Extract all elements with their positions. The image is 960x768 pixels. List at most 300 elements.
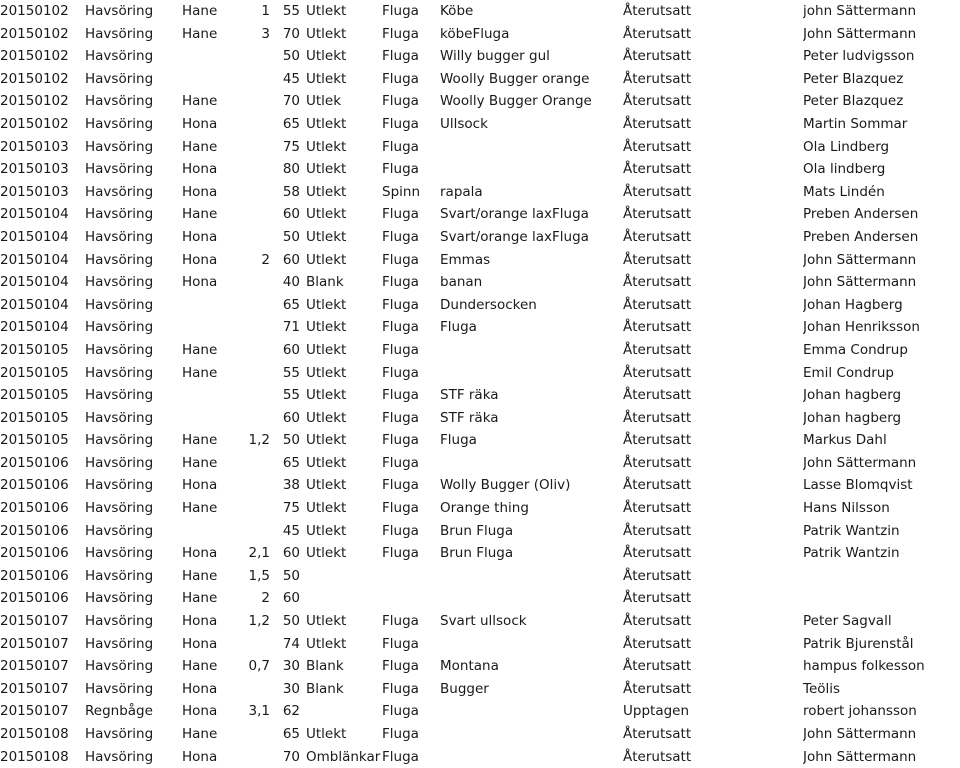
status-cell: Återutsatt — [623, 635, 692, 652]
angler-cell: Teölis — [803, 680, 841, 697]
length-cell: 74 — [282, 635, 300, 652]
weight-cell — [238, 158, 274, 181]
sex-cell: Hane — [182, 25, 218, 42]
lure-cell: Wolly Bugger (Oliv) — [440, 477, 571, 494]
method-cell: Utlekt — [306, 432, 347, 449]
method-cell: Utlek — [306, 93, 342, 110]
status-cell: Återutsatt — [623, 25, 692, 42]
species-cell: Havsöring — [85, 183, 154, 200]
status-cell: Återutsatt — [623, 364, 692, 381]
gear-cell: Fluga — [382, 454, 419, 471]
method-cell: Utlekt — [306, 48, 347, 65]
species-cell: Havsöring — [85, 25, 154, 42]
sex-cell: Hane — [182, 138, 218, 155]
table-row — [0, 0, 960, 23]
weight-cell — [238, 723, 274, 746]
species-cell: Havsöring — [85, 748, 154, 765]
weight-cell — [238, 678, 274, 701]
gear-cell: Fluga — [382, 341, 419, 358]
method-cell: Utlekt — [306, 251, 347, 268]
length-cell: 50 — [282, 613, 300, 630]
species-cell: Havsöring — [85, 658, 154, 675]
date-cell: 20150104 — [0, 319, 69, 336]
lure-cell — [440, 136, 623, 159]
lure-cell — [440, 587, 623, 610]
weight-cell — [238, 90, 274, 113]
angler-cell: Peter Blazquez — [803, 93, 904, 110]
length-cell: 30 — [282, 658, 300, 675]
length-cell: 65 — [282, 726, 300, 742]
method-cell: Utlekt — [306, 25, 347, 42]
angler-cell: Peter ludvigsson — [803, 48, 915, 65]
method-cell: Utlekt — [306, 70, 347, 87]
length-cell: 70 — [282, 25, 300, 42]
sex-cell: Hane — [182, 341, 218, 358]
table-row — [0, 474, 960, 497]
angler-cell: Peter Sagvall — [803, 613, 892, 630]
lure-cell: Fluga — [440, 432, 477, 449]
status-cell: Återutsatt — [623, 748, 692, 765]
status-cell: Återutsatt — [623, 500, 692, 517]
method-cell: Utlekt — [306, 138, 347, 155]
method-cell: Utlekt — [306, 454, 347, 471]
sex-cell — [182, 384, 238, 407]
date-cell: 20150106 — [0, 590, 69, 607]
angler-cell: hampus folkesson — [803, 658, 925, 675]
angler-cell: Patrik Wantzin — [803, 545, 900, 562]
angler-cell: Emma Condrup — [803, 341, 908, 358]
sex-cell: Hona — [182, 545, 218, 562]
status-cell: Återutsatt — [623, 545, 692, 562]
gear-cell: Fluga — [382, 545, 419, 562]
lure-cell: Fluga — [440, 319, 477, 336]
gear-cell: Fluga — [382, 70, 419, 87]
sex-cell — [182, 520, 238, 543]
sex-cell — [182, 316, 238, 339]
status-cell: Återutsatt — [623, 726, 692, 742]
length-cell: 60 — [282, 545, 300, 562]
weight-cell: 1,5 — [248, 567, 270, 584]
gear-cell: Fluga — [382, 726, 419, 742]
angler-cell: John Sättermann — [803, 748, 917, 765]
gear-cell: Fluga — [382, 93, 419, 110]
table-row — [0, 249, 960, 272]
status-cell: Återutsatt — [623, 409, 692, 426]
date-cell: 20150103 — [0, 138, 69, 155]
species-cell: Havsöring — [85, 635, 154, 652]
sex-cell: Hane — [182, 500, 218, 517]
date-cell: 20150107 — [0, 703, 69, 720]
status-cell: Återutsatt — [623, 183, 692, 200]
lure-cell — [440, 362, 623, 385]
date-cell: 20150102 — [0, 25, 69, 42]
angler-cell — [803, 587, 960, 610]
angler-cell: Ola lindberg — [803, 161, 886, 178]
table-row — [0, 158, 960, 181]
date-cell: 20150104 — [0, 228, 69, 245]
length-cell: 65 — [282, 115, 300, 132]
sex-cell: Hona — [182, 635, 218, 652]
weight-cell — [238, 520, 274, 543]
angler-cell: Johan hagberg — [803, 409, 902, 426]
weight-cell — [238, 271, 274, 294]
date-cell: 20150102 — [0, 3, 69, 19]
species-cell: Havsöring — [85, 409, 154, 426]
gear-cell: Fluga — [382, 477, 419, 494]
date-cell: 20150106 — [0, 500, 69, 517]
status-cell: Återutsatt — [623, 477, 692, 494]
sex-cell: Hane — [182, 93, 218, 110]
angler-cell: Lasse Blomqvist — [803, 477, 913, 494]
sex-cell: Hona — [182, 703, 218, 720]
lure-cell: Bugger — [440, 680, 489, 697]
method-cell: Utlekt — [306, 500, 347, 517]
weight-cell — [238, 294, 274, 317]
sex-cell: Hane — [182, 3, 218, 19]
gear-cell: Fluga — [382, 680, 419, 697]
table-row — [0, 68, 960, 91]
lure-cell: Brun Fluga — [440, 522, 514, 539]
weight-cell — [238, 339, 274, 362]
lure-cell — [440, 565, 623, 588]
weight-cell — [238, 362, 274, 385]
length-cell: 71 — [282, 319, 300, 336]
length-cell: 55 — [282, 3, 300, 19]
date-cell: 20150107 — [0, 635, 69, 652]
date-cell: 20150106 — [0, 454, 69, 471]
length-cell: 40 — [282, 274, 300, 291]
length-cell: 50 — [282, 48, 300, 65]
status-cell: Upptagen — [623, 703, 690, 720]
date-cell: 20150107 — [0, 680, 69, 697]
method-cell — [304, 700, 382, 723]
weight-cell — [238, 452, 274, 475]
angler-cell: Patrik Wantzin — [803, 522, 900, 539]
species-cell: Havsöring — [85, 48, 154, 65]
lure-cell: STF räka — [440, 409, 499, 426]
species-cell: Havsöring — [85, 613, 154, 630]
weight-cell — [238, 497, 274, 520]
sex-cell — [182, 68, 238, 91]
table-row — [0, 587, 960, 610]
date-cell: 20150103 — [0, 161, 69, 178]
gear-cell: Fluga — [382, 635, 419, 652]
status-cell: Återutsatt — [623, 522, 692, 539]
gear-cell: Fluga — [382, 522, 419, 539]
length-cell: 70 — [282, 93, 300, 110]
species-cell: Havsöring — [85, 206, 154, 223]
method-cell: Omblänkar — [306, 748, 381, 765]
status-cell: Återutsatt — [623, 658, 692, 675]
weight-cell: 2,1 — [248, 545, 270, 562]
method-cell: Utlekt — [306, 319, 347, 336]
table-row — [0, 700, 960, 723]
gear-cell: Fluga — [382, 613, 419, 630]
date-cell: 20150104 — [0, 206, 69, 223]
lure-cell — [440, 723, 623, 746]
weight-cell: 3 — [261, 25, 270, 42]
gear-cell: Fluga — [382, 703, 419, 720]
method-cell: Utlekt — [306, 477, 347, 494]
sex-cell — [182, 45, 238, 68]
sex-cell: Hane — [182, 364, 218, 381]
species-cell: Regnbåge — [85, 703, 153, 720]
gear-cell: Fluga — [382, 500, 419, 517]
status-cell: Återutsatt — [623, 319, 692, 336]
angler-cell: Mats Lindén — [803, 183, 885, 200]
table-row — [0, 136, 960, 159]
length-cell: 62 — [282, 703, 300, 720]
angler-cell: John Sättermann — [803, 25, 917, 42]
gear-cell: Fluga — [382, 251, 419, 268]
sex-cell: Hona — [182, 748, 218, 765]
sex-cell — [182, 294, 238, 317]
sex-cell: Hona — [182, 183, 218, 200]
species-cell: Havsöring — [85, 387, 154, 404]
lure-cell — [440, 746, 623, 768]
sex-cell: Hona — [182, 251, 218, 268]
status-cell: Återutsatt — [623, 590, 692, 607]
table-row — [0, 723, 960, 746]
angler-cell: Martin Sommar — [803, 115, 908, 132]
date-cell: 20150104 — [0, 251, 69, 268]
method-cell — [304, 565, 382, 588]
length-cell: 70 — [282, 748, 300, 765]
weight-cell — [238, 203, 274, 226]
lure-cell: köbeFluga — [440, 25, 510, 42]
weight-cell — [238, 384, 274, 407]
sex-cell: Hona — [182, 115, 218, 132]
gear-cell: Fluga — [382, 206, 419, 223]
sex-cell: Hane — [182, 206, 218, 223]
table-row — [0, 384, 960, 407]
sex-cell: Hane — [182, 590, 218, 607]
lure-cell — [440, 633, 623, 656]
method-cell: Utlekt — [306, 341, 347, 358]
status-cell: Återutsatt — [623, 206, 692, 223]
weight-cell — [238, 474, 274, 497]
lure-cell — [440, 339, 623, 362]
table-row — [0, 362, 960, 385]
length-cell: 60 — [282, 251, 300, 268]
lure-cell: Dundersocken — [440, 296, 537, 313]
table-row — [0, 520, 960, 543]
table-row — [0, 542, 960, 565]
angler-cell: Johan Hagberg — [803, 296, 903, 313]
species-cell: Havsöring — [85, 522, 154, 539]
lure-cell — [440, 158, 623, 181]
method-cell: Utlekt — [306, 613, 347, 630]
species-cell: Havsöring — [85, 454, 154, 471]
length-cell: 75 — [282, 500, 300, 517]
status-cell: Återutsatt — [623, 70, 692, 87]
angler-cell: John Sättermann — [803, 274, 917, 291]
angler-cell: robert johansson — [803, 703, 917, 720]
length-cell: 55 — [282, 364, 300, 381]
length-cell: 45 — [282, 70, 300, 87]
length-cell: 50 — [282, 432, 300, 449]
method-cell: Utlekt — [306, 364, 347, 381]
weight-cell — [238, 746, 274, 768]
angler-cell: Ola Lindberg — [803, 138, 890, 155]
sex-cell: Hane — [182, 658, 218, 675]
species-cell: Havsöring — [85, 726, 154, 742]
weight-cell: 3,1 — [248, 703, 270, 720]
angler-cell: Preben Andersen — [803, 206, 919, 223]
table-row — [0, 565, 960, 588]
status-cell: Återutsatt — [623, 115, 692, 132]
angler-cell: Johan hagberg — [803, 387, 902, 404]
angler-cell: John Sättermann — [803, 726, 917, 742]
gear-cell: Fluga — [382, 161, 419, 178]
gear-cell: Fluga — [382, 274, 419, 291]
sex-cell: Hona — [182, 228, 218, 245]
table-row — [0, 271, 960, 294]
gear-cell: Fluga — [382, 364, 419, 381]
length-cell: 60 — [282, 590, 300, 607]
length-cell: 38 — [282, 477, 300, 494]
date-cell: 20150103 — [0, 183, 69, 200]
species-cell: Havsöring — [85, 70, 154, 87]
method-cell: Blank — [306, 680, 344, 697]
angler-cell: John Sättermann — [803, 251, 917, 268]
status-cell: Återutsatt — [623, 93, 692, 110]
status-cell: Återutsatt — [623, 680, 692, 697]
angler-cell: Peter Blazquez — [803, 70, 904, 87]
species-cell: Havsöring — [85, 364, 154, 381]
status-cell: Återutsatt — [623, 387, 692, 404]
angler-cell: Johan Henriksson — [803, 319, 920, 336]
angler-cell: Hans Nilsson — [803, 500, 890, 517]
length-cell: 30 — [282, 680, 300, 697]
weight-cell: 1,2 — [248, 613, 270, 630]
gear-cell: Fluga — [382, 25, 419, 42]
sex-cell: Hona — [182, 680, 218, 697]
method-cell: Utlekt — [306, 545, 347, 562]
status-cell: Återutsatt — [623, 454, 692, 471]
angler-cell: john Sättermann — [803, 3, 916, 19]
species-cell: Havsöring — [85, 251, 154, 268]
weight-cell — [238, 226, 274, 249]
table-row — [0, 316, 960, 339]
weight-cell: 2 — [261, 251, 270, 268]
table-row — [0, 610, 960, 633]
length-cell: 58 — [282, 183, 300, 200]
table-row — [0, 497, 960, 520]
weight-cell — [238, 68, 274, 91]
table-row — [0, 407, 960, 430]
sex-cell: Hane — [182, 726, 218, 742]
date-cell: 20150105 — [0, 432, 69, 449]
gear-cell: Fluga — [382, 748, 419, 765]
status-cell: Återutsatt — [623, 274, 692, 291]
angler-cell: Emil Condrup — [803, 364, 894, 381]
gear-cell: Fluga — [382, 319, 419, 336]
species-cell: Havsöring — [85, 680, 154, 697]
date-cell: 20150106 — [0, 522, 69, 539]
table-row — [0, 633, 960, 656]
table-row — [0, 678, 960, 701]
status-cell: Återutsatt — [623, 567, 692, 584]
species-cell: Havsöring — [85, 228, 154, 245]
gear-cell: Fluga — [382, 432, 419, 449]
method-cell: Utlekt — [306, 206, 347, 223]
species-cell: Havsöring — [85, 341, 154, 358]
weight-cell: 0,7 — [248, 658, 270, 675]
gear-cell: Fluga — [382, 296, 419, 313]
method-cell: Blank — [306, 658, 344, 675]
species-cell: Havsöring — [85, 477, 154, 494]
weight-cell — [238, 407, 274, 430]
method-cell: Utlekt — [306, 296, 347, 313]
table-row — [0, 429, 960, 452]
species-cell: Havsöring — [85, 319, 154, 336]
species-cell: Havsöring — [85, 3, 154, 19]
species-cell: Havsöring — [85, 274, 154, 291]
gear-cell: Fluga — [382, 138, 419, 155]
status-cell: Återutsatt — [623, 296, 692, 313]
table-row — [0, 90, 960, 113]
method-cell: Utlekt — [306, 522, 347, 539]
species-cell: Havsöring — [85, 500, 154, 517]
lure-cell: Montana — [440, 658, 499, 675]
weight-cell: 1 — [261, 3, 270, 19]
method-cell: Utlekt — [306, 726, 347, 742]
gear-cell: Fluga — [382, 228, 419, 245]
weight-cell — [238, 113, 274, 136]
angler-cell: Patrik Bjurenstål — [803, 635, 914, 652]
date-cell: 20150104 — [0, 296, 69, 313]
gear-cell: Fluga — [382, 658, 419, 675]
date-cell: 20150106 — [0, 477, 69, 494]
angler-cell — [803, 565, 960, 588]
table-row — [0, 113, 960, 136]
lure-cell: banan — [440, 274, 483, 291]
method-cell: Utlekt — [306, 183, 347, 200]
angler-cell: Preben Andersen — [803, 228, 919, 245]
length-cell: 65 — [282, 296, 300, 313]
method-cell: Utlekt — [306, 228, 347, 245]
species-cell: Havsöring — [85, 296, 154, 313]
species-cell: Havsöring — [85, 567, 154, 584]
lure-cell: Svart ullsock — [440, 613, 527, 630]
table-row — [0, 203, 960, 226]
lure-cell: Köbe — [440, 3, 474, 19]
sex-cell: Hona — [182, 161, 218, 178]
length-cell: 60 — [282, 409, 300, 426]
date-cell: 20150105 — [0, 341, 69, 358]
method-cell: Utlekt — [306, 3, 347, 19]
weight-cell — [238, 45, 274, 68]
status-cell: Återutsatt — [623, 161, 692, 178]
length-cell: 50 — [282, 228, 300, 245]
lure-cell: rapala — [440, 183, 483, 200]
length-cell: 80 — [282, 161, 300, 178]
table-row — [0, 45, 960, 68]
angler-cell: John Sättermann — [803, 454, 917, 471]
status-cell: Återutsatt — [623, 613, 692, 630]
length-cell: 75 — [282, 138, 300, 155]
weight-cell — [238, 633, 274, 656]
date-cell: 20150104 — [0, 274, 69, 291]
method-cell — [304, 587, 382, 610]
weight-cell: 2 — [261, 590, 270, 607]
method-cell: Utlekt — [306, 409, 347, 426]
gear-cell: Spinn — [382, 183, 421, 200]
method-cell: Utlekt — [306, 115, 347, 132]
date-cell: 20150102 — [0, 93, 69, 110]
gear-cell — [382, 565, 440, 588]
